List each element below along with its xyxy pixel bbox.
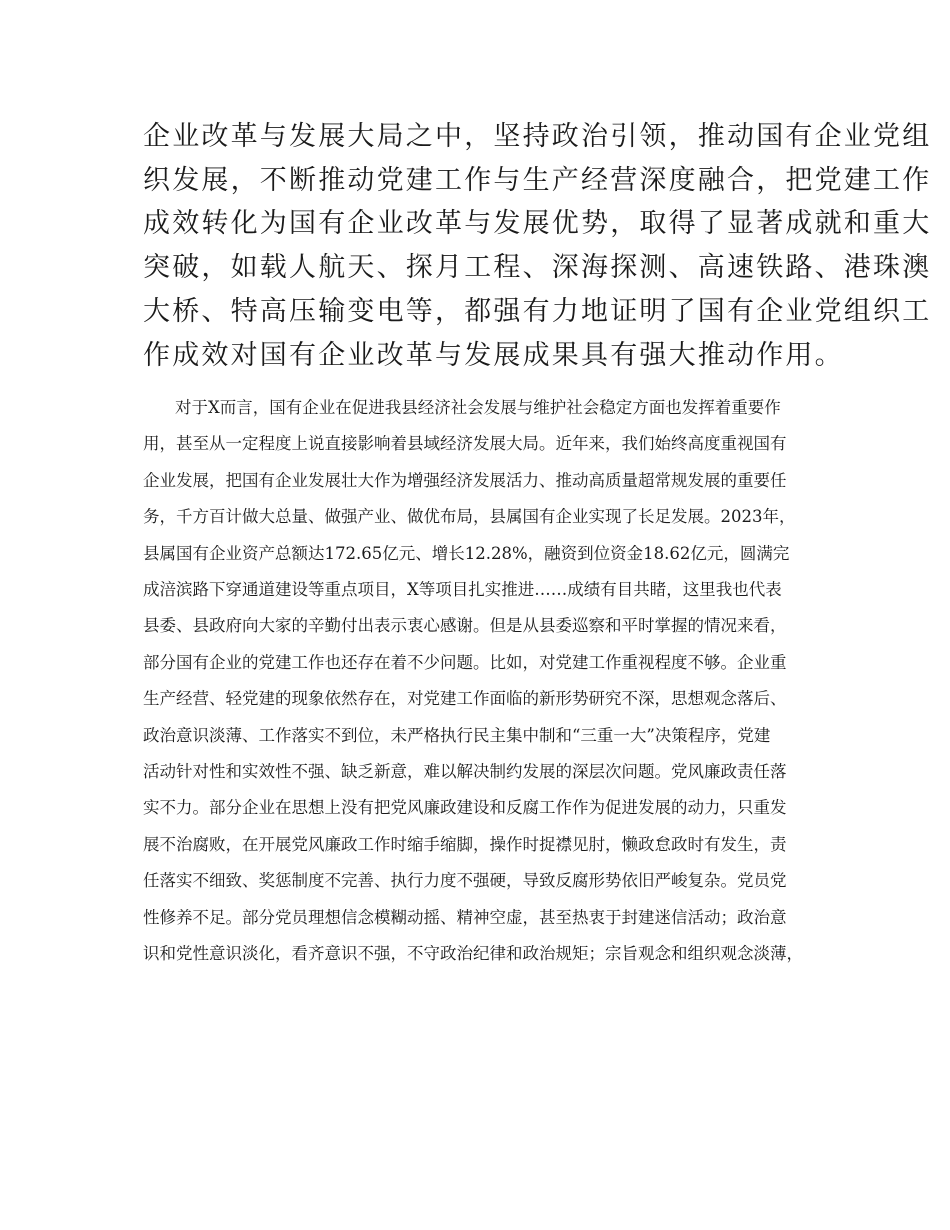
text-line: 作成效对国有企业改革与发展成果具有强大推动作用。 [143, 339, 844, 371]
text-line: 企业改革与发展大局之中，坚持政治引领，推动国有企业党组 [143, 121, 932, 152]
text-line: 生产经营、轻党建的现象依然存在，对党建工作面临的新形势研究不深，思想观念落后、 [143, 689, 787, 709]
text-line: 务，千方百计做大总量、做强产业、做优布局，县属国有企业实现了长足发展。2023年， [143, 507, 796, 527]
text-line: 县属国有企业资产总额达172.65亿元、增长12.28%，融资到位资金18.62亿元，圆满完 [143, 543, 790, 563]
text-line: 企业发展，把国有企业发展壮大作为增强经济发展活力、推动高质量超常规发展的重要任 [143, 470, 787, 490]
text-line: 对于X而言，国有企业在促进我县经济社会发展与维护社会稳定方面也发挥着重要作 [175, 398, 781, 417]
large-text-paragraph [143, 115, 932, 377]
text-line: 成涪滨路下穿通道建设等重点项目，X等项目扎实推进……成绩有目共睹，这里我也代表 [143, 580, 782, 600]
text-line: 织发展，不断推动党建工作与生产经营深度融合，把党建工作 [143, 164, 932, 196]
text-line: 展不治腐败，在开展党风廉政工作时缩手缩脚，操作时捉襟见肘，懒政怠政时有发生，责 [143, 834, 787, 854]
text-line: 性修养不足。部分党员理想信念模糊动摇、精神空虚，甚至热衷于封建迷信活动；政治意 [143, 907, 787, 927]
text-line: 成效转化为国有企业改革与发展优势，取得了显著成就和重大 [143, 208, 932, 240]
text-line: 活动针对性和实效性不强、缺乏新意，难以解决制约发展的深层次问题。党风廉政责任落 [143, 762, 787, 782]
text-line: 任落实不细致、奖惩制度不完善、执行力度不强硬，导致反腐形势依旧严峻复杂。党员党 [143, 871, 787, 891]
text-line: 突破，如载人航天、探月工程、深海探测、高速铁路、港珠澳 [143, 252, 932, 284]
text-line: 大桥、特高压输变电等，都强有力地证明了国有企业党组织工 [143, 295, 932, 327]
text-line: 用，甚至从一定程度上说直接影响着县域经济发展大局。近年来，我们始终高度重视国有 [143, 434, 787, 454]
text-line: 部分国有企业的党建工作也还存在着不少问题。比如，对党建工作重视程度不够。企业重 [143, 652, 787, 672]
text-line: 实不力。部分企业在思想上没有把党风廉政建设和反腐工作作为促进发展的动力，只重发 [143, 798, 787, 818]
text-line: 识和党性意识淡化，看齐意识不强，不守政治纪律和政治规矩；宗旨观念和组织观念淡薄， [143, 944, 803, 964]
body-text-paragraph [143, 390, 823, 973]
text-line: 县委、县政府向大家的辛勤付出表示衷心感谢。但是从县委巡察和平时掌握的情况来看， [143, 616, 787, 636]
text-line: 政治意识淡薄、工作落实不到位，未严格执行民主集中制和“三重一大”决策程序，党建 [143, 725, 771, 745]
